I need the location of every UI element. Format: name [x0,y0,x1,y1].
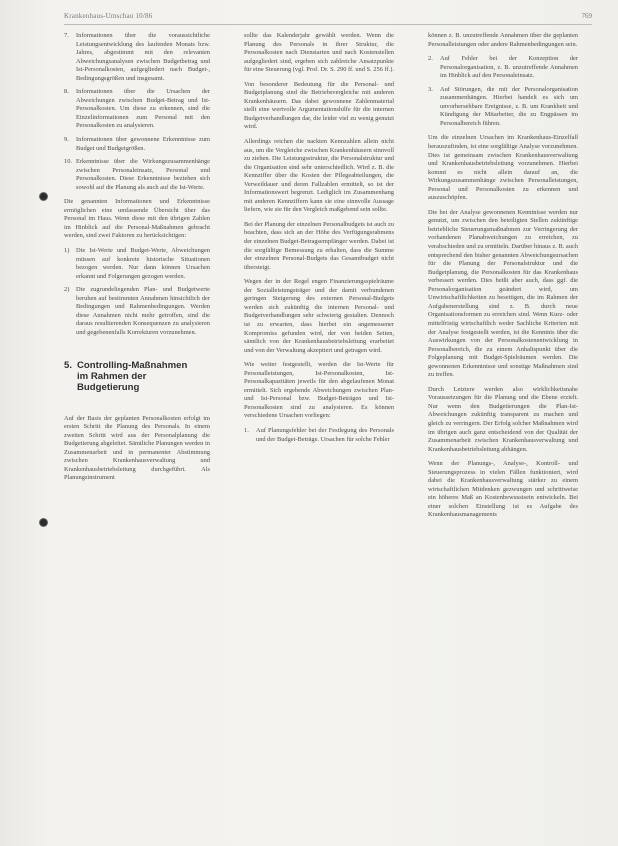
numbered-list [64,32,210,192]
list-text: Informationen über die Ursachen der Abweichungen zwischen Budget-Betrag und Ist-Personalkosten. Um diese zu erkennen, sind die Einzelinformationen zum Personal mit den Personalkosten zu analysieren. [76,88,210,130]
list-text: Auf Fehler bei der Konzeption der Personalorganisation, z. B. unzutreffende Annahmen im Hinblick auf den Personaleinsatz. [440,55,578,80]
header-rule [64,24,592,25]
paragraph: Wenn der Planungs-, Analyse-, Kontroll- und Steuerungsprozess in vielen Fällen funktioniert, wird dabei die Krankenhausverwaltung stärker zu einem wirtschaftlichen Mitdenken gezwungen und schrittweise ein höheres Maß an Kostenbewusstsein entwickeln. Bei einer solchen Einstellung ist es Aufgabe des Krankenhausmanagements [428,460,578,519]
list-item [428,55,578,81]
punch-hole-icon [40,519,47,526]
paragraph: Allerdings reichen die nackten Kennzahlen allein nicht aus, um die Vergleiche zwischen Krankenhäusern sinnvoll zu ziehen. Die Leistungsstruktur, die Personalstruktur und die Organisation sind sehr unterschiedlich. Wird z. B. die Kennziffer über die Kosten der Pflegeabteilungen, die Verweildauer und deren Fallzahlen ermittelt, so ist der Informationswert begrenzt. Lediglich im Zusammenhang mit anderen Kennziffern kann sie eine sinnvolle Aussage liefern, wie sie für den Vergleich maßgebend sein sollte. [244,138,394,214]
list-text: Informationen über gewonnene Erkenntnisse zum Budget und Budgetgrößen. [76,136,210,152]
list-text: Informationen über die voraussichtliche Leistungsentwicklung des laufenden Monats bzw. Jahres, abgestimmt mit den relevanten Abweichungsanalysen zwischen Budgetbetrag und Ist-Personalkosten, aufgegliedert nach Budget-, Bedingungsgrößen und insgesamt. [76,32,210,82]
list-item [244,427,394,444]
section-title-line: Controlling-Maßnahmen [77,359,188,371]
paragraph: können z. B. unzutreffende Annahmen über die geplanten Personalleistungen oder andere Rahmenbedingungen sein. [428,32,578,48]
list-number: 3. [428,85,433,93]
list-number: 9. [64,136,69,144]
list-number: 8. [64,88,69,96]
journal-name: Krankenhaus-Umschau 10/86 [64,12,153,20]
section-title-line: im Rahmen der [77,370,147,382]
list-text: Die Ist-Werte und Budget-Werte, Abweichungen müssen auf konkrete historische Situationen bezogen werden. Nur dann können Ursachen erkannt und Folgerungen gezogen werden. [76,247,210,280]
list-number: 1) [64,247,70,255]
list-item [64,158,210,192]
paragraph: Die genannten Informationen und Erkenntnisse ermöglichen eine umfassende Übersicht über das Personal im Haus. Wenn diese mit den übrigen Zahlen im Hinblick auf die Personal-Maßnahmen gebracht werden, sind zwei Faktoren zu berücksichtigen: [64,198,210,240]
list-item [64,247,210,281]
list-text: Auf Störungen, die mit der Personalorganisation zusammenhängen. Hierbei handelt es sich um unvorhersehbare Ereignisse, z. B. um Krankheit und Kündigung der Mitarbeiter, die zu Engpässen im Personalbereich führen. [440,85,578,127]
list-item [64,136,210,153]
text-column-1 [64,32,210,489]
paragraph: Bei der Planung der einzelnen Personalbudgets ist auch zu beachten, dass sich an der Höhe des Verfügungsrahmens der einzelnen Budget-Betragsempfänger werden. Dabei ist die sorgfältige Bemessung zu erhalten, dass die Summe der einzelnen Personal-Budgets das Gesamtbudget nicht übersteigt. [244,220,394,271]
list-number: 1. [244,426,249,434]
paragraph: sollte das Kalenderjahr gewählt werden. Wenn die Planung des Personals in ihrer Struktur, die Personalkosten nach Dienstarten und nach Kostenstellen aufgegliedert sind, ergeben sich zahlreiche Ansatzpunkte für eine Steuerung (vgl. Prof. Dr. S. 290 ff. und S. 256 ff.). [244,32,394,74]
list-item [428,86,578,129]
paragraph: Wegen der in der Regel engen Finanzierungsspielräume der Sozialleistungsträger und der damit verbundenen geringen Steigerung des externen Personal-Budgets werden sich zukünftig die internen Personal- und Budgetverhandlungen sehr schwierig gestalten. Dennoch ist zu erwarten, dass hierbei ein angemessener Kompromiss gefunden wird, der von beiden Seiten, sämtlich von der Krankenhausbetriebsleitung erarbeitet und von der Verwaltung akzeptiert und getragen wird. [244,278,394,354]
list-text: Die zugrundeliegenden Plan- und Budgetwerte beruhen auf bestimmten Annahmen hinsichtlich der Bedingungen und Rahmenbedingungen. Werden diese Annahmen nicht mehr getroffen, sind die daraus resultierenden Konsequenzen zu analysieren und gegebenenfalls Korrekturen vorzunehmen. [76,286,210,336]
paragraph: Durch Letztere werden also wirklichkeitsnahe Voraussetzungen für die Planung und die Ebene erzielt. Nur wenn den Budgetierungen die Plan-Ist-Abweichungen zukünftig transparent zu machen und gleich zu verringern. Der Erfolg solcher Maßnahmen wird im übrigen auch ganz entscheidend von der Qualität der Zusammenarbeit zwischen Krankenhausverwaltung und Krankenhausbetriebsleitung abhängen. [428,385,578,453]
paragraph: Die bei der Analyse gewonnenen Kenntnisse werden nur genutzt, um zwischen den beteiligten Stellen zukünftige betriebliche Steuerungsmaßnahmen zur Verringerung der vorhandenen Planabweichungen zu erreichen, zu verabschieden und zu ermitteln. Darüber hinaus z. B. auch entsprechend den bisher genannten Abweichungsursachen für die Planung der Personalstruktur und die Budgetplanung, die Personalkosten für das Krankenhaus verbessert werden. Dies heißt aber auch, dass ggf. die Personalorganisation geändert wird, um Unwirtschaftlichkeiten zu beseitigen, die im Rahmen der Aufgabenerstellung sind z. B. durch neue Organisationsformen zu erreichen sind. Wenn Kurz- oder mittelfristig wirtschaftlich weder Sachliche Kriterien mit der Analyse festgestellt werden, ist die Kenntnis über die Auswirkungen von der Personalkostenentwicklung in Personalbereich, die zu einem Anhaltspunkt über die Folgeplanung mit Budget-Spielräumen werden. Die gewonnenen Erkenntnisse und sonstige Maßnahmen sind zu treffen. [428,208,578,379]
text-column-3 [428,32,578,526]
list-text: Erkenntnisse über die Wirkungszusammenhänge zwischen Personaleinsatz, Personal und Personalkosten. Diese Erkenntnisse beziehen sich sowohl auf die Planung als auch auf die Ist-Werte. [76,158,210,191]
numbered-list [428,55,578,128]
list-text: Auf Planungsfehler bei der Festlegung des Personals und der Budget-Beträge. Ursachen für solche Fehler [256,426,394,443]
section-title-line: Budgetierung [77,381,140,393]
numbered-list [64,247,210,337]
text-column-2 [244,32,394,450]
page-number: 769 [581,12,592,20]
paragraph: Auf der Basis der geplanten Personalkosten erfolgt im ersten Schritt die Planung des Personals. In einem zweiten Schritt wird aus der Personalplanung die Budgetierung abgeleitet. Sämtliche Planungen werden in Zusammenarbeit und in permanenter Abstimmung zwischen Krankenhausverwaltung und Krankenhausbetriebsleitung durchgeführt. Als Planungsinstrument [64,414,210,482]
paragraph: Wie weiter festgestellt, werden die Ist-Werte für Personalleistungen, Ist-Personalkosten, Ist-Personalkapazitäten jeweils für den abgelaufenen Monat ermittelt. Sich ergebende Abweichungen zwischen Plan- und Ist-Personal bzw. Budget-Beträgen und Ist-Personalkosten sind zu analysieren. Es können verschiedene Ursachen vorliegen: [244,361,394,420]
list-item [64,88,210,131]
list-number: 10. [64,158,72,166]
list-number: 2. [428,55,433,63]
running-header [64,10,592,24]
section-heading [64,360,210,393]
paragraph: Um die einzelnen Ursachen im Krankenhaus-Einzelfall herauszufinden, ist eine sorgfältige Analyse vorzunehmen. Dies ist gemeinsam zwischen Krankenhausverwaltung und Krankenhausbetriebsleitung vorzunehmen. Hierbei kommt es nicht allein darauf an, die Wirkungszusammenhänge zwischen Personalleistungen, Personal und Personalkosten zu erkennen und auszuschöpfen. [428,134,578,202]
section-number: 5. [64,359,73,371]
numbered-list [244,427,394,444]
list-item [64,32,210,83]
punch-hole-icon [40,193,47,200]
paragraph: Von besonderer Bedeutung für die Personal- und Budgetplanung sind die Betriebsvergleiche mit anderen Krankenhäusern. Das dabei gewonnene Zahlenmaterial stellt eine wertvolle Argumentationshilfe für die internen Budgetverhandlungen dar, die leider viel zu wenig genutzt wird. [244,80,394,131]
list-number: 2) [64,286,70,294]
list-number: 7. [64,32,69,39]
list-item [64,286,210,337]
